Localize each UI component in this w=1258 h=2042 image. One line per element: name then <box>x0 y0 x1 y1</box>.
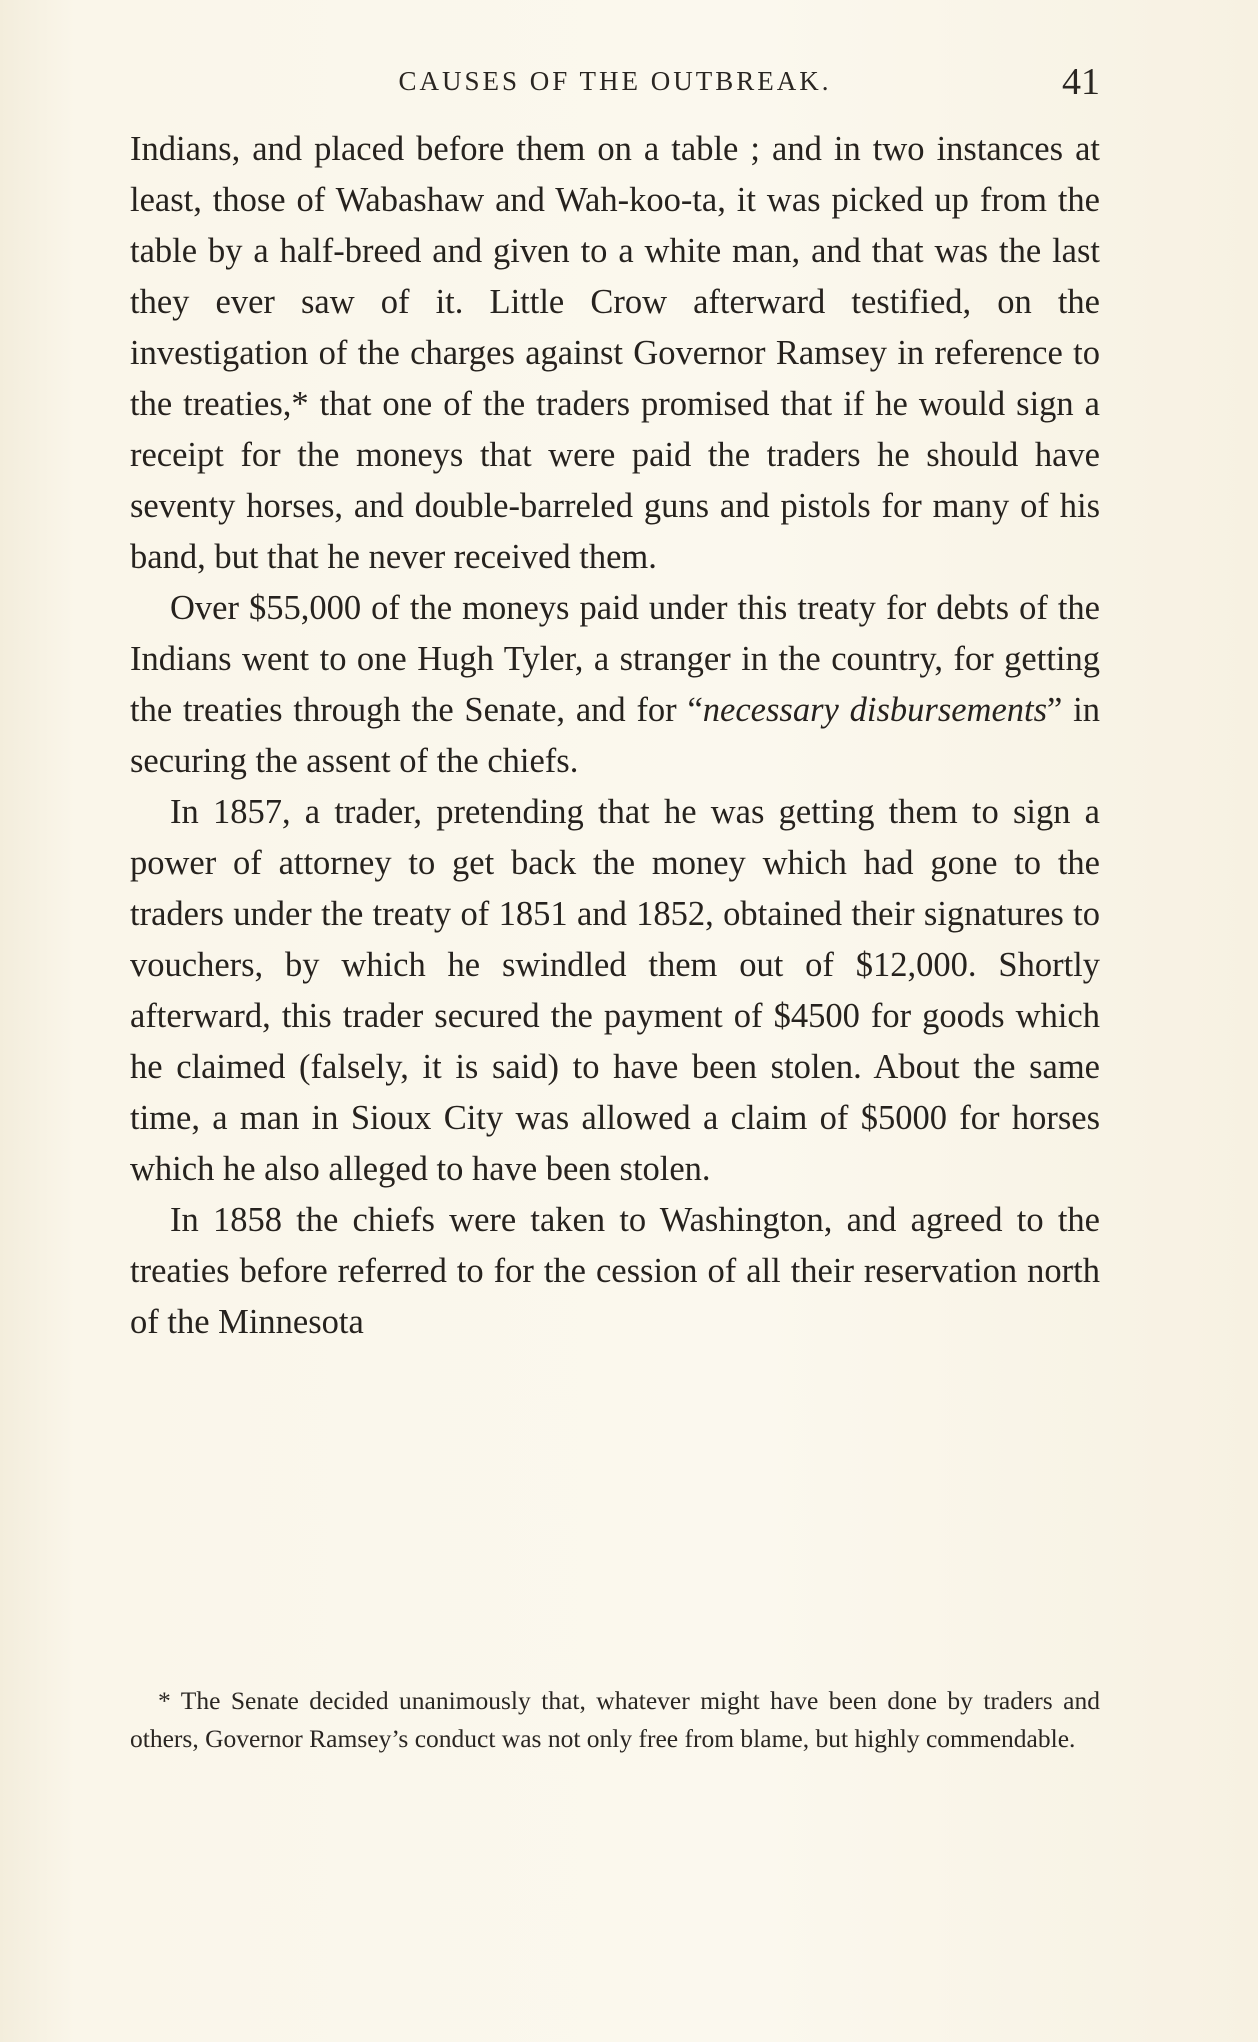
running-title: CAUSES OF THE OUTBREAK. <box>398 66 832 96</box>
paragraph-2 <box>130 583 1100 787</box>
running-head <box>130 60 1100 110</box>
page-number: 41 <box>1062 61 1100 103</box>
paragraph-1: Indians, and placed before them on a table ; and in two instances at least, those of Wabashaw and Wah-koo-ta, it was picked up from the table by a half-breed and given to a white man, and that was the last they ever saw of it. Little Crow afterward testified, on the investigation of the charges against Governor Ramsey in reference to the treaties,* that one of the traders promised that if he would sign a receipt for the moneys that were paid the traders he should have seventy horses, and double-barreled guns and pistols for many of his band, but that he never received them. <box>130 130 1100 576</box>
body-text <box>130 124 1100 1348</box>
paragraph-2-text-end: ” in securing the assent of the chiefs. <box>130 691 1100 780</box>
footnote: * The Senate decided unanimously that, whatever might have been done by traders and others, Governor Ramsey’s conduct was not only free from blame, but highly commendable. <box>130 1686 1100 1753</box>
paragraph-2-text-start: Over $55,000 of the moneys paid under this treaty for debts of the Indians went to one Hugh Tyler, a stranger in the country, for getting the treaties through the Senate, and for “ <box>130 589 1100 729</box>
paragraph-4: In 1858 the chiefs were taken to Washington, and agreed to the treaties before referred to for the cession of all their reservation north of the Minnesota <box>130 1201 1100 1341</box>
paragraph-2-italic-phrase: necessary disbursements <box>702 691 1048 729</box>
paragraph-3: In 1857, a trader, pretending that he was getting them to sign a power of attorney to get back the money which had gone to the traders under the treaty of 1851 and 1852, obtained their signatures to vouchers, by which he swindled them out of $12,000. Shortly afterward, this trader secured the payment of $4500 for goods which he claimed (falsely, it is said) to have been stolen. About the same time, a man in Sioux City was allowed a claim of $5000 for horses which he also alleged to have been stolen. <box>130 793 1100 1188</box>
